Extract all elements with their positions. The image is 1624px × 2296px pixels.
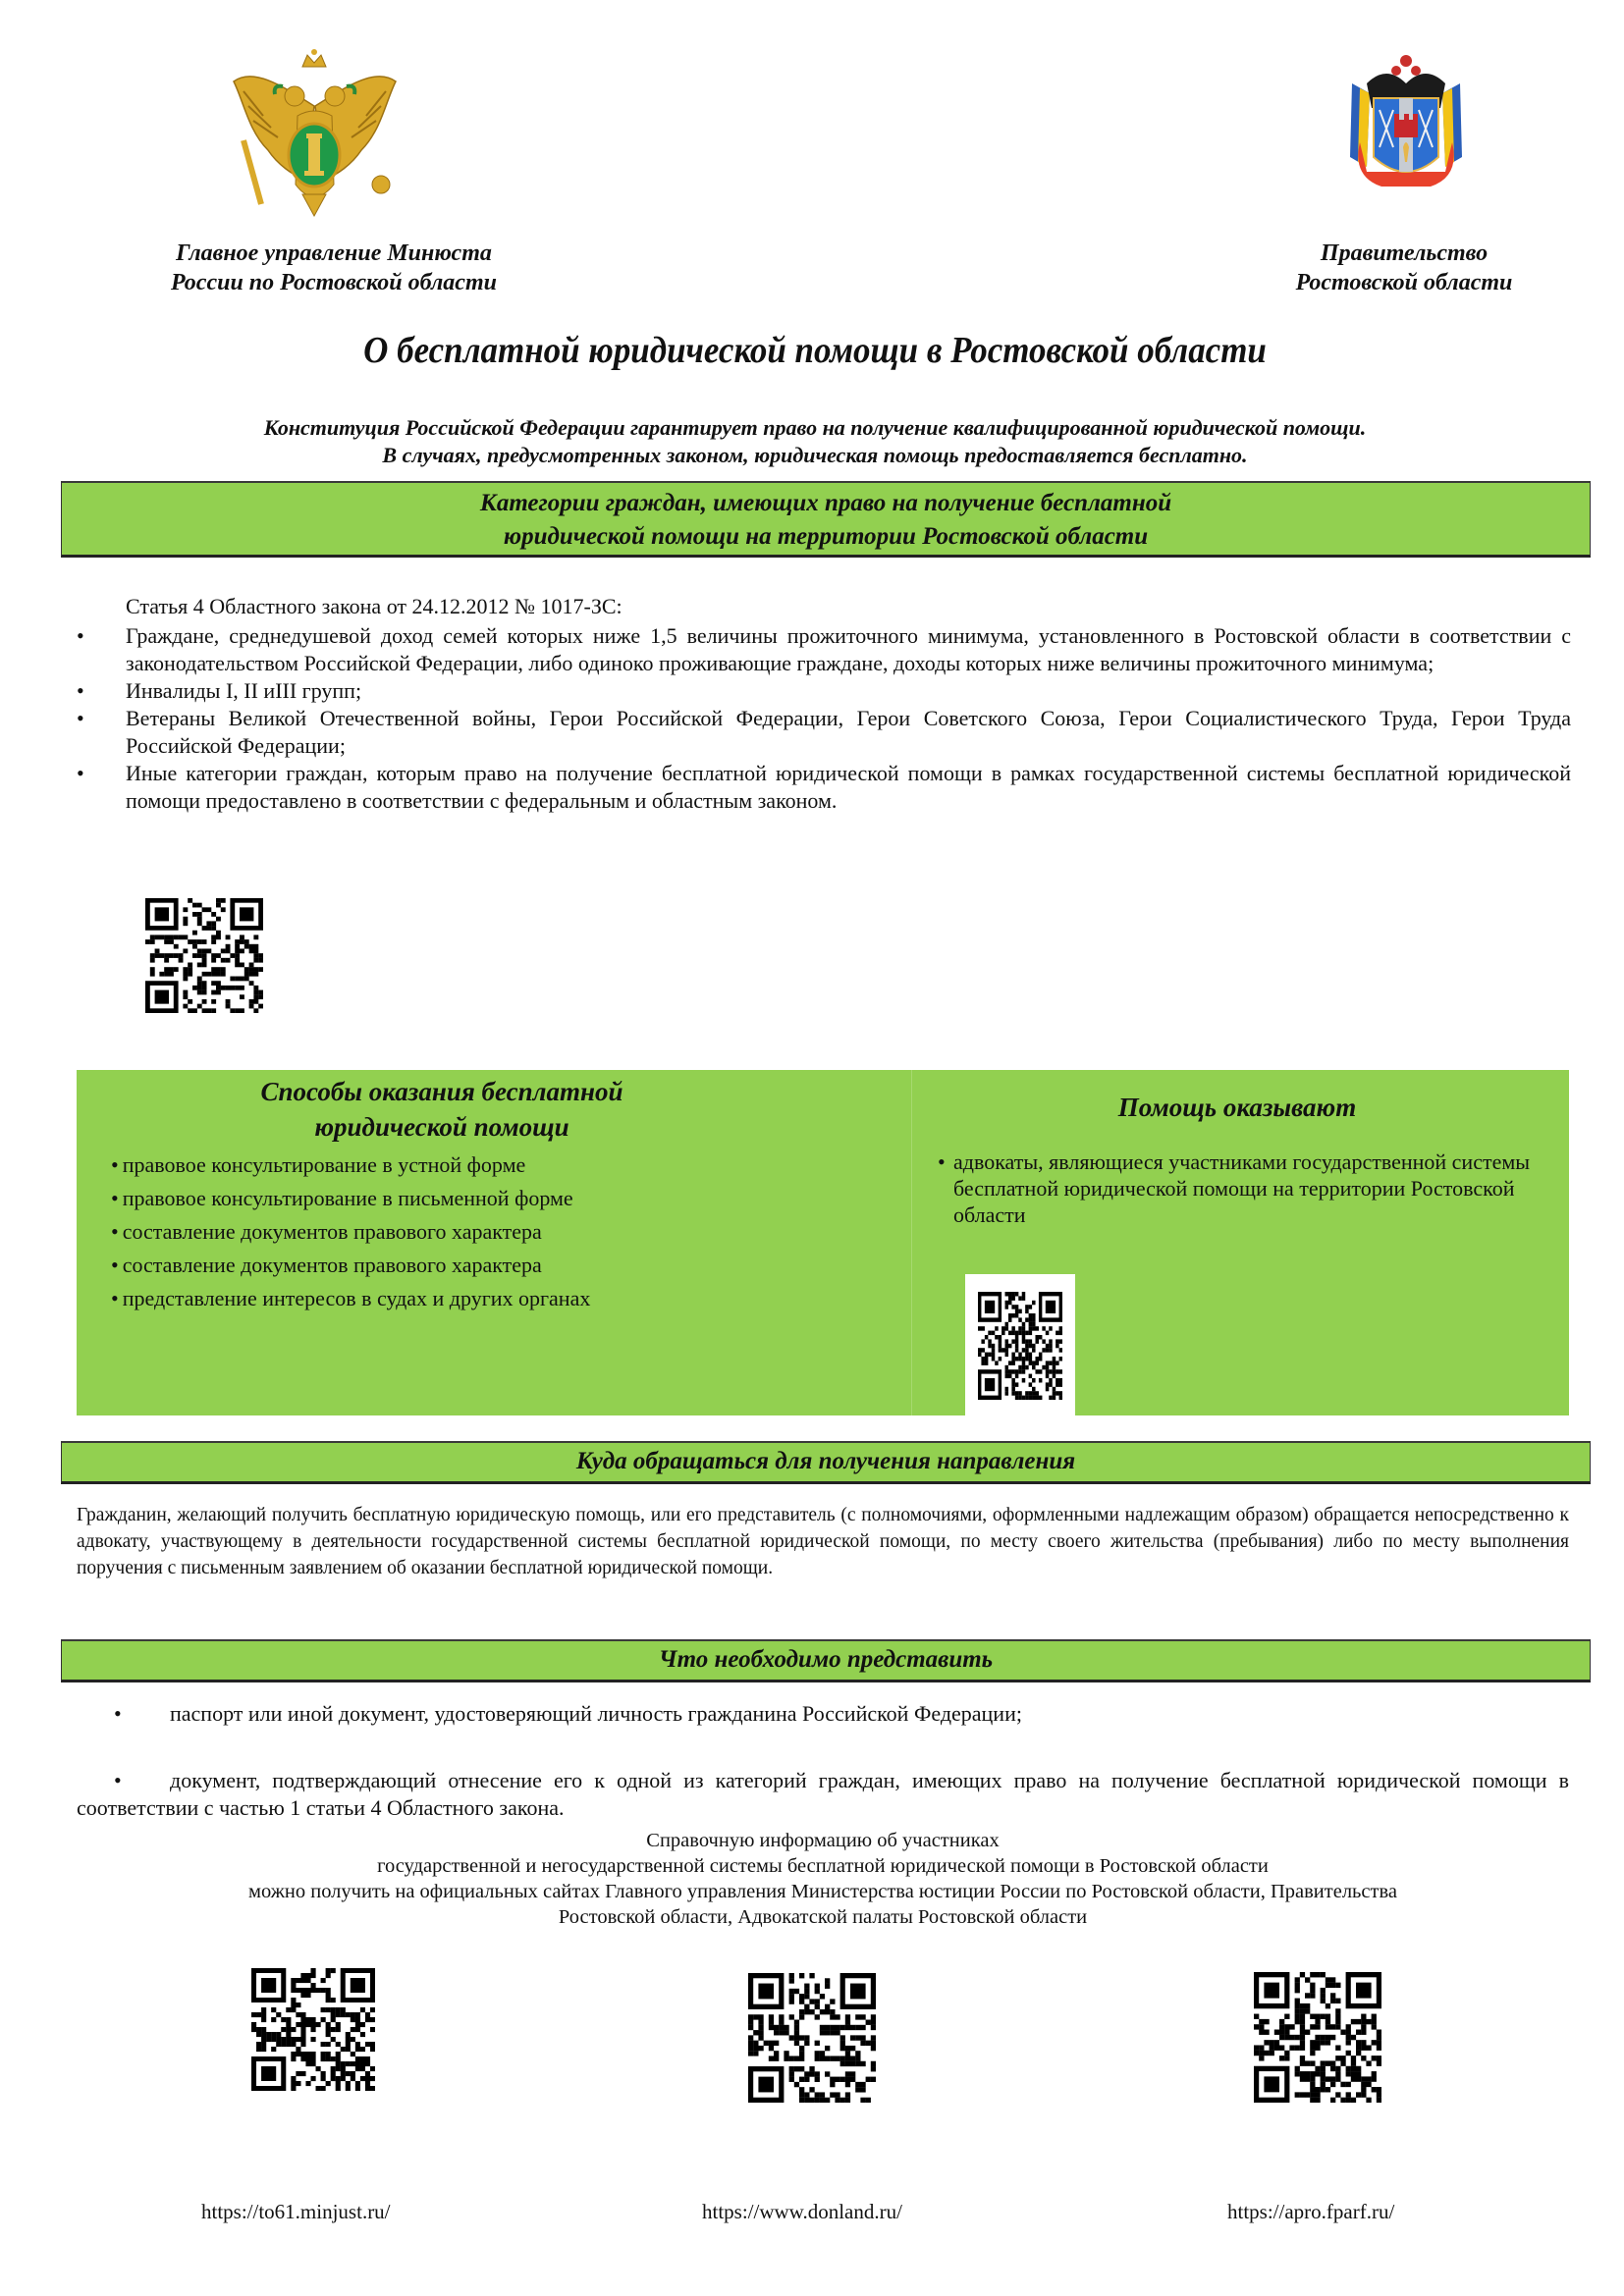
org-name-line: Ростовской области <box>1295 270 1513 295</box>
what-heading: Что необходимо представить <box>61 1639 1591 1682</box>
qr-code-icon[interactable] <box>965 1274 1075 1419</box>
bullet-icon: • <box>77 761 84 785</box>
heading-line: юридической помощи на территории Ростовской области <box>503 523 1149 550</box>
reference-line: Справочную информацию об участниках <box>646 1830 1000 1851</box>
ministry-org-name <box>108 239 560 297</box>
ministry-of-justice-emblem <box>224 47 406 219</box>
site-link-apro[interactable]: https://apro.fparf.ru/ <box>1227 2200 1395 2223</box>
org-name-line: Правительство <box>1320 240 1489 266</box>
bullet-icon: • <box>77 706 84 730</box>
bullet-icon: • <box>938 1149 946 1174</box>
heading-line: юридической помощи <box>314 1112 569 1142</box>
bullet-icon: • <box>77 678 84 703</box>
site-link-donland[interactable]: https://www.donland.ru/ <box>702 2200 902 2223</box>
reference-line: Ростовской области, Адвокатской палаты Ростовской области <box>558 1906 1088 1928</box>
qr-code-icon[interactable] <box>1254 1972 1381 2103</box>
list-item-text: Инвалиды I, II иIII групп; <box>126 678 362 703</box>
rostov-region-emblem <box>1342 49 1470 201</box>
where-paragraph: Гражданин, желающий получить бесплатную юридическую помощь, или его представитель (с полномочиями, оформленными надлежащим образом) обращается непосредственно к адвокату, участвующему в деятельности государственной системы бесплатной юридической помощи, по месту своего жительства (пребывания) либо по месту выполнения поручения с письменным заявлением об оказании бесплатной юридической помощи. <box>77 1505 1569 1578</box>
bullet-icon: • <box>111 1219 119 1244</box>
law-reference: Статья 4 Областного закона от 24.12.2012 № 1017-ЗС: <box>126 594 623 618</box>
bullet-icon: • <box>111 1152 119 1177</box>
government-org-name <box>1237 239 1571 297</box>
constitution-statement <box>59 414 1571 469</box>
bullet-icon: • <box>114 1768 122 1792</box>
list-item-text: составление документов правового характера <box>122 1253 542 1277</box>
bullet-icon: • <box>111 1253 119 1277</box>
list-item-text: Ветераны Великой Отечественной войны, Герои Российской Федерации, Герои Советского Союза, Герои Социалистического Труда, Герои Труда Российской Федерации; <box>126 706 1571 758</box>
list-item <box>77 677 1571 705</box>
site-link-minjust[interactable]: https://to61.minjust.ru/ <box>201 2200 391 2223</box>
qr-code-icon[interactable] <box>251 1968 375 2091</box>
helpers-heading: Помощь оказывают <box>1117 1093 1357 1122</box>
panel-divider <box>911 1070 912 1415</box>
methods-heading <box>118 1074 766 1145</box>
methods-list <box>111 1148 590 1315</box>
reference-line: государственной и негосударственной системы бесплатной юридической помощи в Ростовской области <box>377 1855 1269 1877</box>
list-item-text: Граждане, среднедушевой доход семей которых ниже 1,5 величины прожиточного минимума, установленного в Ростовской области в соответствии с законодательством Российской Федерации, либо одиноко проживающие граждане, доходы которых ниже величины прожиточного минимума; <box>126 623 1571 675</box>
constitution-line: В случаях, предусмотренных законом, юридическая помощь предоставляется бесплатно. <box>382 443 1248 467</box>
list-item-text: документ, подтверждающий отнесение его к одной из категорий граждан, имеющих право на получение бесплатной юридической помощи в соответствии с частью 1 статьи 4 Областного закона. <box>77 1768 1569 1820</box>
list-item-text: правовое консультирование в письменной форме <box>122 1186 573 1210</box>
list-item <box>77 1767 1569 1822</box>
reference-info <box>77 1828 1569 1930</box>
list-item <box>111 1249 590 1282</box>
reference-line: можно получить на официальных сайтах Главного управления Министерства юстиции России по Ростовской области, Правительства <box>248 1881 1397 1902</box>
bullet-icon: • <box>111 1286 119 1310</box>
list-item <box>77 1700 1569 1728</box>
list-item <box>77 760 1571 815</box>
qr-code-icon[interactable] <box>145 898 263 1013</box>
where-heading: Куда обращаться для получения направления <box>61 1441 1591 1484</box>
list-item <box>111 1215 590 1249</box>
constitution-line: Конституция Российской Федерации гарантирует право на получение квалифицированной юридической помощи. <box>263 415 1367 440</box>
list-item-text: Иные категории граждан, которым право на получение бесплатной юридической помощи в рамках государственной системы бесплатной юридической помощи предоставлено в соответствии с федеральным и областным законом. <box>126 761 1571 813</box>
list-item <box>111 1182 590 1215</box>
heading-line: Способы оказания бесплатной <box>260 1077 623 1106</box>
qr-code-icon[interactable] <box>748 1973 876 2103</box>
heading-line: Категории граждан, имеющих право на получение бесплатной <box>479 490 1172 516</box>
list-item <box>111 1148 590 1182</box>
list-item-text: составление документов правового характера <box>122 1219 542 1244</box>
helpers-list <box>938 1148 1556 1228</box>
list-item <box>938 1148 1556 1228</box>
list-item <box>77 622 1571 677</box>
list-item <box>77 705 1571 760</box>
page-title: О бесплатной юридической помощи в Ростовской области <box>363 330 1267 371</box>
list-item-text: представление интересов в судах и других органах <box>122 1286 591 1310</box>
list-item-text: адвокаты, являющиеся участниками государственной системы бесплатной юридической помощи на территории Ростовской области <box>953 1149 1531 1227</box>
org-name-line: Главное управление Минюста <box>176 240 492 266</box>
org-name-line: России по Ростовской области <box>171 270 497 295</box>
required-documents-list <box>77 1700 1569 1822</box>
list-item <box>111 1282 590 1315</box>
bullet-icon: • <box>111 1186 119 1210</box>
bullet-icon: • <box>77 623 84 648</box>
list-item-text: паспорт или иной документ, удостоверяющий личность гражданина Российской Федерации; <box>170 1701 1022 1726</box>
bullet-icon: • <box>114 1701 122 1726</box>
list-item-text: правовое консультирование в устной форме <box>122 1152 526 1177</box>
categories-list <box>77 622 1571 815</box>
categories-heading <box>61 481 1591 558</box>
